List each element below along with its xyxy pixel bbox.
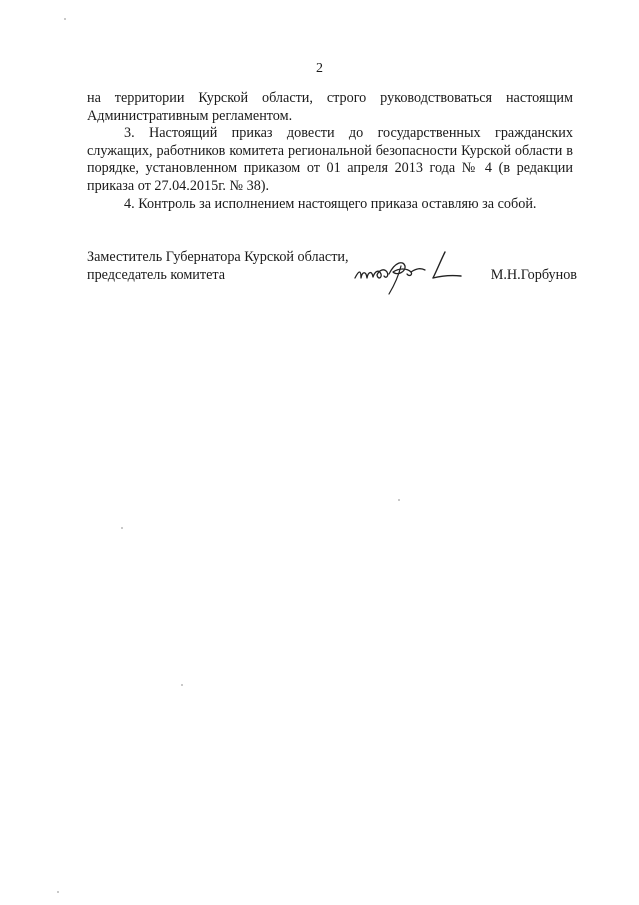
paragraph-item-3: 3. Настоящий приказ довести до государственных гражданских служащих, работников комитета региональной безопасности Курской области в порядке, установленном приказом от 01 апреля 2013 года № 4 (в редакции приказа от 27.04.2015г. № 38). (87, 125, 573, 194)
scan-speck (64, 18, 66, 20)
signatory-position (87, 248, 387, 284)
scan-speck (121, 527, 123, 529)
scan-speck (181, 684, 183, 686)
signature-block (87, 248, 577, 298)
document-body (87, 90, 573, 213)
signatory-position-line-2: председатель комитета (87, 267, 226, 283)
scan-speck (57, 891, 59, 893)
paragraph-continuation: на территории Курской области, строго руководствоваться настоящим Административным регламентом. (87, 90, 573, 124)
signatory-name: М.Н.Горбунов (490, 267, 577, 283)
page-number: 2 (316, 61, 323, 76)
handwritten-signature-icon (349, 248, 469, 298)
scan-speck (398, 499, 400, 501)
signatory-position-line-1: Заместитель Губернатора Курской области, (87, 249, 349, 265)
paragraph-item-4: 4. Контроль за исполнением настоящего приказа оставляю за собой. (124, 195, 537, 212)
